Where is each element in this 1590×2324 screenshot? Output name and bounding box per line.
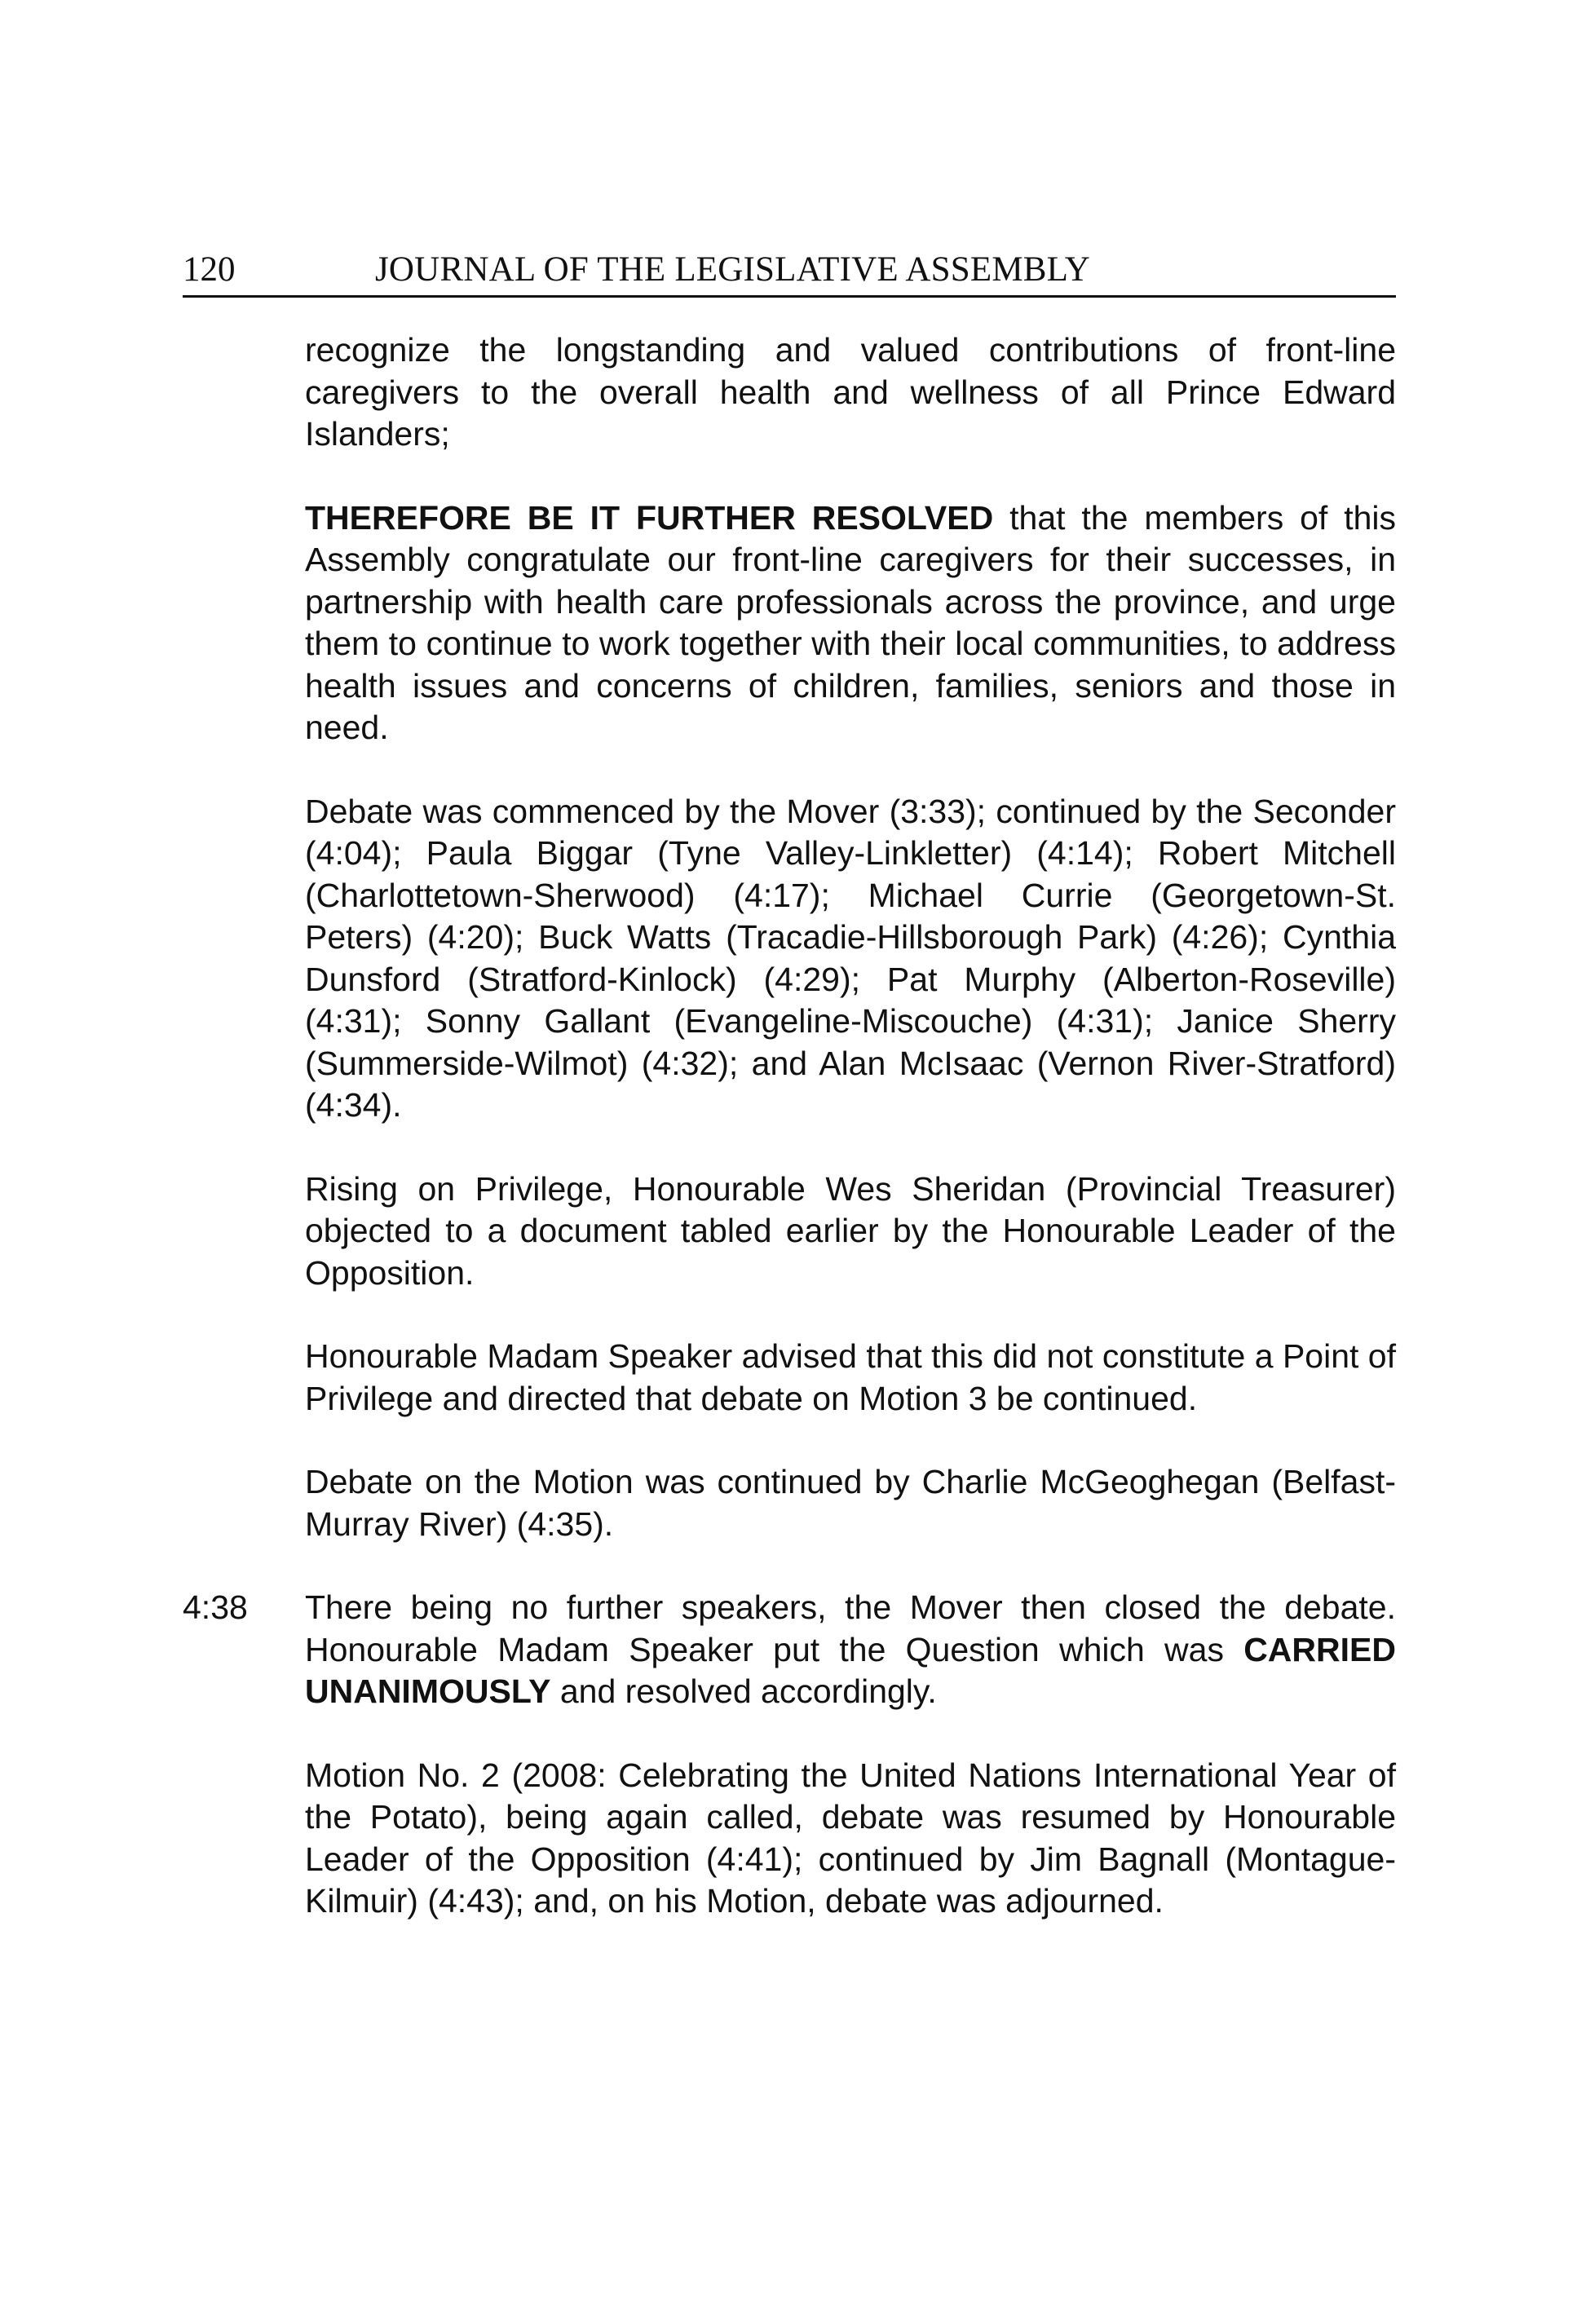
paragraph-vote [183, 1587, 1396, 1713]
paragraph-text: recognize the longstanding and valued contributions of front-line caregivers to the overall health and wellness of all Prince Edward Islanders; [305, 331, 1396, 453]
paragraph-caregivers-recognition [183, 329, 1396, 456]
paragraph-text: Rising on Privilege, Honourable Wes Sheridan (Provincial Treasurer) objected to a document tabled earlier by the Honourable Leader of the Opposition. [305, 1169, 1396, 1292]
paragraph-debate-continued [183, 1461, 1396, 1545]
paragraph-privilege [183, 1169, 1396, 1295]
paragraph-speaker-ruling [183, 1336, 1396, 1420]
paragraph-debate-speakers [183, 791, 1396, 1127]
paragraph-text: that the members of this Assembly congratulate our front-line caregivers for their successes, in partnership with health care professionals across the province, and urge them to continue to work together with their local communities, to address health issues and concerns of children, families, seniors and those in need. [305, 498, 1397, 746]
paragraph-text: Honourable Madam Speaker advised that this did not constitute a Point of Privilege and directed that debate on Motion 3 be continued. [305, 1337, 1396, 1417]
page-number: 120 [183, 250, 236, 289]
resolution-heading: THEREFORE BE IT FURTHER RESOLVED [305, 498, 994, 537]
paragraph-text: Motion No. 2 (2008: Celebrating the United Nations International Year of the Potato), being again called, debate was resumed by Honourable Leader of the Opposition (4:41); continued by Jim Bagnall (Montague-Kilmuir) (4:43); and, on his Motion, debate was adjourned. [305, 1756, 1396, 1920]
vote-result: CARRIED UNANIMOUSLY [305, 1630, 1396, 1710]
paragraph-resolution [183, 497, 1396, 749]
running-title: JOURNAL OF THE LEGISLATIVE ASSEMBLY [375, 250, 1091, 289]
paragraph-motion-2 [183, 1755, 1396, 1923]
page-header [183, 245, 1396, 298]
paragraph-text-tail: and resolved accordingly. [550, 1672, 937, 1710]
paragraph-text: There being no further speakers, the Mover then closed the debate. Honourable Madam Speaker put the Question which was [305, 1588, 1396, 1668]
journal-body [183, 329, 1396, 1964]
paragraph-text: Debate was commenced by the Mover (3:33); continued by the Seconder (4:04); Paula Biggar (Tyne Valley-Linkletter) (4:14); Robert Mitchell (Charlottetown-Sherwood) (4:17); Michael Currie (Georgetown-St. Peters) (4:20); Buck Watts (Tracadie-Hillsborough Park) (4:26); Cynthia Dunsford (Stratford-Kinlock) (4:29); Pat Murphy (Alberton-Roseville) (4:31); Sonny Gallant (Evangeline-Miscouche) (4:31); Janice Sherry (Summerside-Wilmot) (4:32); and Alan McIsaac (Vernon River-Stratford) (4:34). [305, 792, 1396, 1124]
margin-time: 4:38 [183, 1588, 248, 1626]
paragraph-text: Debate on the Motion was continued by Charlie McGeoghegan (Belfast-Murray River) (4:35). [305, 1463, 1396, 1543]
